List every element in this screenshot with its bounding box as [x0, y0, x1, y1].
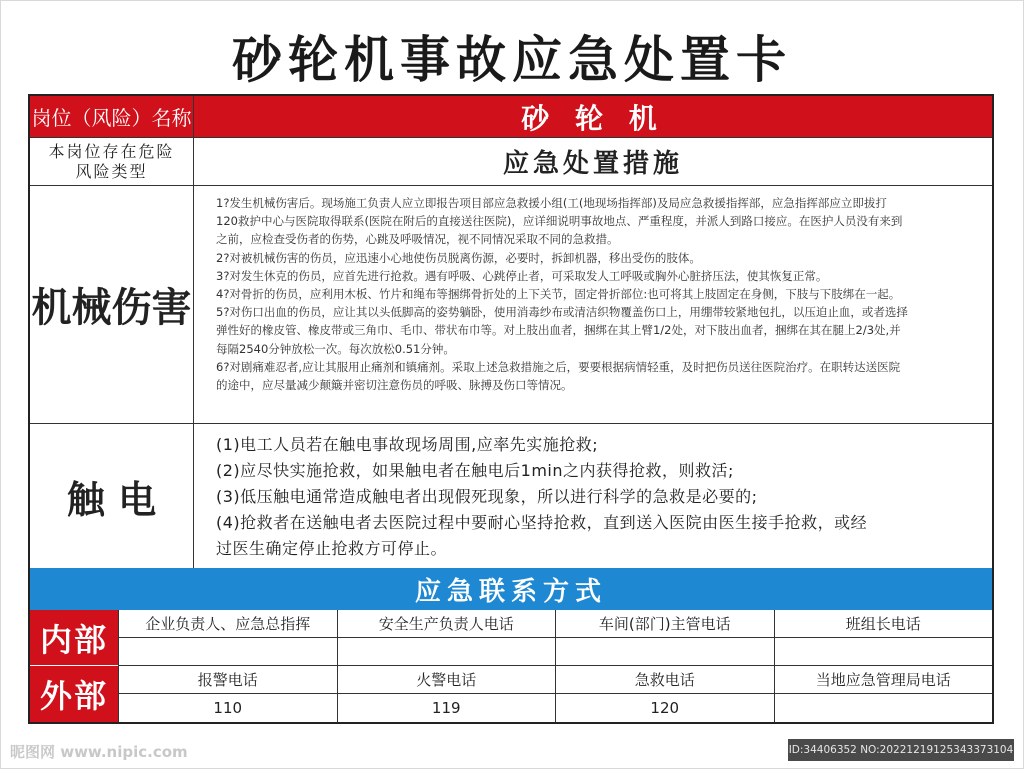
measure-line: 1?发生机械伤害后。现场施工负责人应立即报告项目部应急救援小组(工(地现场指挥部)及局应急救援指挥部，应急指挥部应立即拔打	[216, 196, 887, 210]
contact-value: 119	[337, 694, 556, 722]
contact-header: 报警电话	[118, 666, 337, 694]
contact-value: 110	[118, 694, 337, 722]
measure-line: 2?对被机械伤害的伤员，应迅速小心地使伤员脱离伤源，必要时，拆卸机器，移出受伤的肢体。	[216, 250, 701, 265]
contact-header: 安全生产负责人电话	[337, 610, 556, 638]
mechanical-injury-row	[30, 186, 992, 424]
mechanical-injury-label: 机械伤害	[30, 186, 194, 423]
external-contacts	[30, 666, 992, 722]
image-id-badge: ID:34406352 NO:20221219125343373104	[788, 739, 1014, 761]
post-row	[30, 96, 992, 138]
measure-line: 6?对剧痛难忍者,应让其服用止痛剂和镇痛剂。采取上述急救措施之后，要要根据病情轻重，及时把伤员送往医院治疗。在职转达送医院	[216, 359, 901, 374]
post-value: 砂 轮 机	[194, 96, 992, 137]
post-label: 岗位（风险）名称	[30, 96, 194, 137]
contact-header: 车间(部门)主管电话	[555, 610, 774, 638]
contact-value: 120	[555, 694, 774, 722]
measure-line: 之前，应检查受伤者的伤势，心跳及呼吸情况，视不同情况采取不同的急救措。	[216, 232, 619, 247]
measure-line: (4)抢救者在送触电者去医院过程中要耐心坚持抢救，直到送入医院由医生接手抢救，或经	[216, 513, 868, 532]
internal-grid	[118, 610, 992, 666]
watermark: 昵图网 www.nipic.com	[10, 743, 188, 761]
measure-line: 弹性好的橡皮管、橡皮带或三角巾、毛巾、带状布巾等。对上肢出血者，捆绑在其上臂1/2处，对下肢出血者，捆绑在其在腿上2/3处,并	[216, 323, 901, 338]
external-grid	[118, 666, 992, 722]
measure-line: 5?对伤口出血的伤员，应让其以头低脚高的姿势躺卧，使用消毒纱布或清洁织物覆盖伤口上，用绷带较紧地包扎，以压迫止血，或者选择	[216, 305, 908, 320]
measure-line: 3?对发生休克的伤员，应首先进行抢救。遇有呼吸、心跳停止者，可采取发人工呼吸或胸外心脏挤压法，使其恢复正常。	[216, 268, 828, 283]
measure-line: (1)电工人员若在触电事故现场周围,应率先实施抢救;	[216, 435, 599, 454]
contact-header: 急救电话	[555, 666, 774, 694]
emergency-card	[28, 94, 994, 724]
measure-line: 120救护中心与医院取得联系(医院在附后的直接送往医院)，应详细说明事故地点、严重程度，并派人到路口接应。在医护人员没有来到	[216, 214, 903, 229]
internal-label: 内部	[30, 610, 118, 666]
contact-value	[337, 638, 556, 666]
contact-header: 火警电话	[337, 666, 556, 694]
contact-value	[555, 638, 774, 666]
measure-line: 的途中，应尽量减少颠簸并密切注意伤员的呼吸、脉搏及伤口等情况。	[216, 378, 573, 393]
measure-line: 4?对骨折的伤员，应利用木板、竹片和绳布等捆绑骨折处的上下关节，固定骨折部位:也可将其上肢固定在身侧，下肢与下肢绑在一起。	[216, 287, 901, 302]
page-title: 砂轮机事故应急处置卡	[232, 31, 792, 89]
contact-value	[118, 638, 337, 666]
measures-heading: 应急处置措施	[502, 149, 683, 179]
electric-shock-row	[30, 424, 992, 568]
external-label: 外部	[30, 666, 118, 722]
contact-value	[774, 638, 993, 666]
measure-line: (3)低压触电通常造成触电者出现假死现象，所以进行科学的急救是必要的;	[216, 487, 758, 506]
measure-line: (2)应尽快实施抢救，如果触电者在触电后1min之内获得抢救，则救活;	[216, 461, 734, 480]
electric-shock-label: 触 电	[30, 424, 194, 568]
electric-shock-measures	[194, 424, 992, 568]
internal-contacts	[30, 610, 992, 666]
risk-row	[30, 138, 992, 186]
contact-header: 企业负责人、应急总指挥	[118, 610, 337, 638]
mechanical-injury-measures	[194, 186, 992, 423]
measure-line: 过医生确定停止抢救方可停止。	[216, 539, 448, 558]
contact-header: 班组长电话	[774, 610, 993, 638]
contact-value	[774, 694, 993, 722]
contacts-heading: 应急联系方式	[30, 568, 992, 610]
risk-type-label: 本岗位存在危险风险类型	[30, 138, 194, 185]
measure-line: 每隔2540分钟放松一次。每次放松0.51分钟。	[216, 341, 455, 356]
contact-header: 当地应急管理局电话	[774, 666, 993, 694]
